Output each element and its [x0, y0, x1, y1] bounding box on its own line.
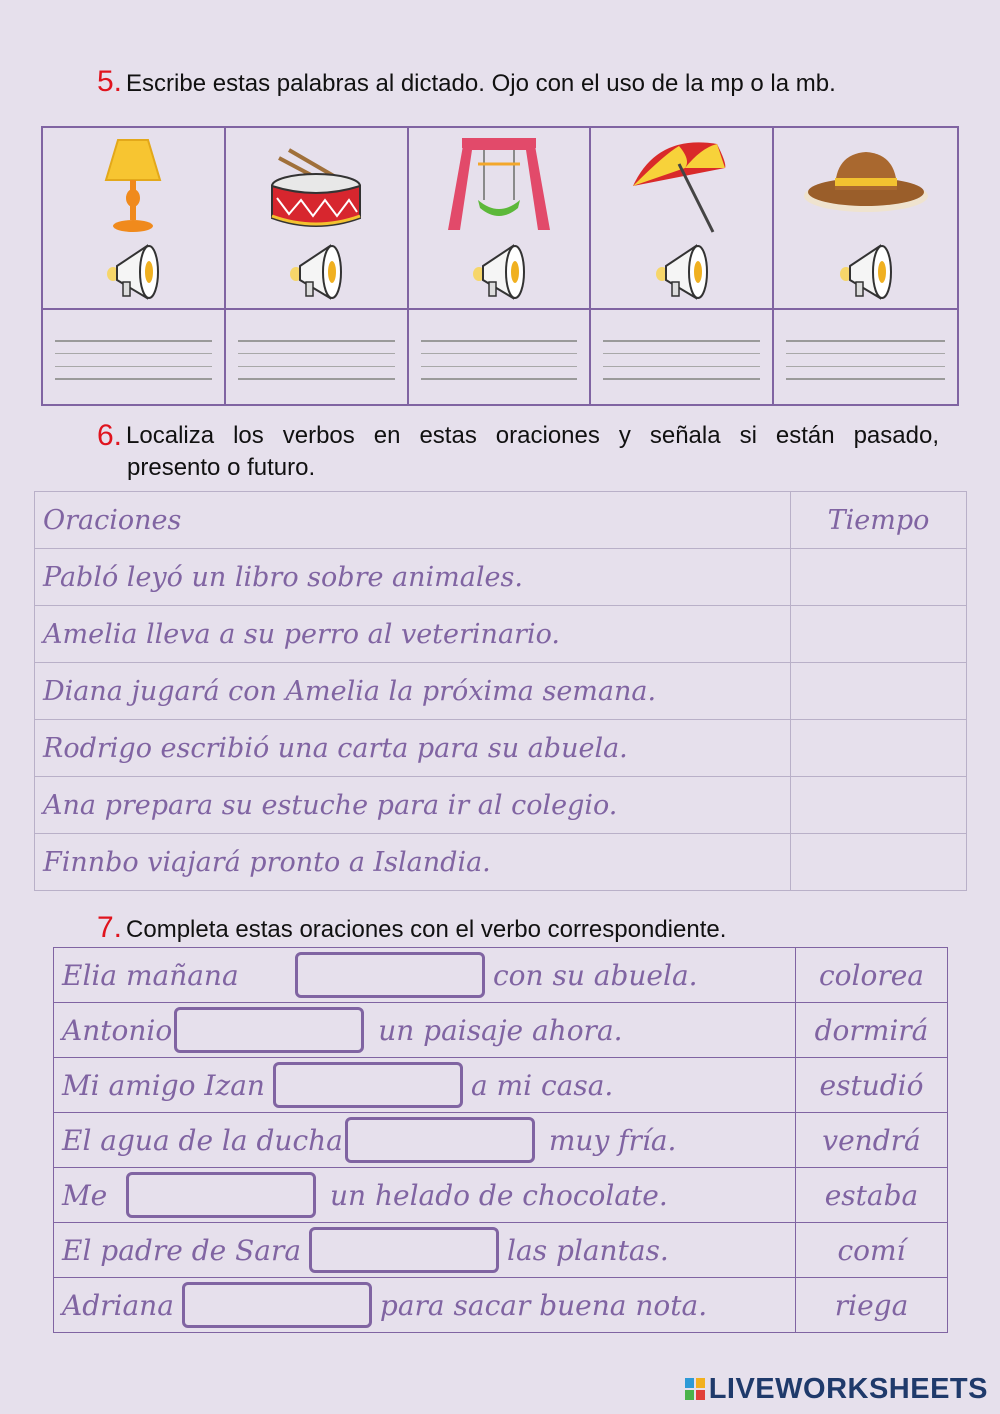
- section-5-instruction: Escribe estas palabras al dictado. Ojo con el uso de la mp o la mb.: [126, 70, 836, 97]
- sentence-cell: Rodrigo escribió una carta para su abuela.: [35, 720, 791, 777]
- sentence-cell: Diana jugará con Amelia la próxima semana.: [35, 663, 791, 720]
- table-row: [54, 948, 948, 1003]
- dictation-picture-cell: [774, 128, 957, 310]
- sentence-cell: [54, 1058, 796, 1113]
- writing-lines-input[interactable]: [786, 340, 945, 380]
- tense-answer-cell[interactable]: [791, 606, 967, 663]
- tense-answer-cell[interactable]: [791, 549, 967, 606]
- sentence-cell: Ana prepara su estuche para ir al colegio.: [35, 777, 791, 834]
- table-row: [35, 720, 967, 777]
- section-7-heading: [97, 910, 726, 948]
- dictation-picture-cell: [591, 128, 774, 310]
- sentence-start: Antonio: [62, 1013, 173, 1047]
- hat-icon: [801, 134, 931, 234]
- section-6-number: 6.: [97, 419, 123, 452]
- verb-option: vendrá: [796, 1113, 948, 1168]
- answer-box[interactable]: [182, 1282, 372, 1328]
- sentence-start: Elia mañana: [62, 958, 239, 992]
- sentence-cell: [54, 1278, 796, 1333]
- sentence-start: Mi amigo Izan: [62, 1068, 265, 1102]
- answer-box[interactable]: [126, 1172, 316, 1218]
- verb-option: comí: [796, 1223, 948, 1278]
- liveworksheets-logo: [684, 1374, 988, 1404]
- sentence-cell: [54, 1003, 796, 1058]
- table-header-row: [35, 492, 967, 549]
- answer-box[interactable]: [345, 1117, 535, 1163]
- sentence-cell: [54, 1168, 796, 1223]
- liveworksheets-logo-icon: [684, 1377, 706, 1401]
- sentence-end: un paisaje ahora.: [378, 1013, 623, 1047]
- table-row: [54, 1168, 948, 1223]
- speaker-icon[interactable]: [103, 240, 163, 302]
- tense-answer-cell[interactable]: [791, 834, 967, 891]
- dictation-picture-cell: [43, 128, 226, 310]
- tense-answer-cell[interactable]: [791, 663, 967, 720]
- sentence-end: las plantas.: [507, 1233, 669, 1267]
- speaker-icon[interactable]: [286, 240, 346, 302]
- sentence-cell: [54, 1223, 796, 1278]
- sentence-cell: [54, 1113, 796, 1168]
- logo-text: LIVEWORKSHEETS: [708, 1372, 988, 1405]
- table-row: [54, 1058, 948, 1113]
- verb-tense-table: [34, 491, 967, 891]
- speaker-icon[interactable]: [469, 240, 529, 302]
- table-row: [54, 1278, 948, 1333]
- section-5-heading: [97, 64, 836, 102]
- drum-icon: [251, 134, 381, 234]
- sentence-end: a mi casa.: [470, 1068, 614, 1102]
- sentence-start: El padre de Sara: [62, 1233, 302, 1267]
- swing-icon: [434, 134, 564, 234]
- table-row: [35, 606, 967, 663]
- writing-lines-input[interactable]: [238, 340, 395, 380]
- section-5-number: 5.: [97, 65, 123, 98]
- tense-answer-cell[interactable]: [791, 720, 967, 777]
- table-row: [54, 1113, 948, 1168]
- speaker-icon[interactable]: [836, 240, 896, 302]
- answer-box[interactable]: [309, 1227, 499, 1273]
- section-6-heading: [97, 418, 939, 486]
- writing-cell: [591, 310, 774, 404]
- table-row: [35, 834, 967, 891]
- writing-lines-input[interactable]: [55, 340, 212, 380]
- sentence-cell: [54, 948, 796, 1003]
- sentence-end: con su abuela.: [493, 958, 698, 992]
- answer-box[interactable]: [174, 1007, 364, 1053]
- section-7-instruction: Completa estas oraciones con el verbo correspondiente.: [126, 916, 727, 943]
- writing-lines-input[interactable]: [603, 340, 760, 380]
- sentence-start: Adriana: [62, 1288, 174, 1322]
- header-oraciones: Oraciones: [35, 492, 791, 549]
- sentence-cell: Amelia lleva a su perro al veterinario.: [35, 606, 791, 663]
- sentence-start: El agua de la ducha: [62, 1123, 343, 1157]
- answer-box[interactable]: [295, 952, 485, 998]
- table-row: [54, 1003, 948, 1058]
- verb-option: riega: [796, 1278, 948, 1333]
- table-row: [35, 549, 967, 606]
- section-7-number: 7.: [97, 911, 123, 944]
- writing-cell: [774, 310, 957, 404]
- complete-sentences-table: [53, 947, 948, 1333]
- section-6-instruction-line1: Localiza los verbos en estas oraciones y señala si están pasado,: [126, 422, 939, 449]
- writing-cell: [226, 310, 409, 404]
- table-row: [35, 777, 967, 834]
- writing-cell: [409, 310, 592, 404]
- header-tiempo: Tiempo: [791, 492, 967, 549]
- sentence-cell: Pabló leyó un libro sobre animales.: [35, 549, 791, 606]
- umbrella-icon: [617, 134, 747, 234]
- answer-box[interactable]: [273, 1062, 463, 1108]
- writing-lines-input[interactable]: [421, 340, 578, 380]
- verb-option: estaba: [796, 1168, 948, 1223]
- writing-cell: [43, 310, 226, 404]
- dictation-grid: [41, 126, 959, 406]
- table-row: [35, 663, 967, 720]
- sentence-end: para sacar buena nota.: [379, 1288, 708, 1322]
- table-row: [54, 1223, 948, 1278]
- sentence-start: Me: [62, 1178, 108, 1212]
- sentence-cell: Finnbo viajará pronto a Islandia.: [35, 834, 791, 891]
- lamp-icon: [68, 134, 198, 234]
- speaker-icon[interactable]: [652, 240, 712, 302]
- sentence-end: un helado de chocolate.: [330, 1178, 668, 1212]
- verb-option: dormirá: [796, 1003, 948, 1058]
- sentence-end: muy fría.: [548, 1123, 677, 1157]
- verb-option: estudió: [796, 1058, 948, 1113]
- section-6-instruction-line2: presento o futuro.: [127, 454, 316, 481]
- dictation-picture-cell: [409, 128, 592, 310]
- verb-option: colorea: [796, 948, 948, 1003]
- tense-answer-cell[interactable]: [791, 777, 967, 834]
- dictation-picture-cell: [226, 128, 409, 310]
